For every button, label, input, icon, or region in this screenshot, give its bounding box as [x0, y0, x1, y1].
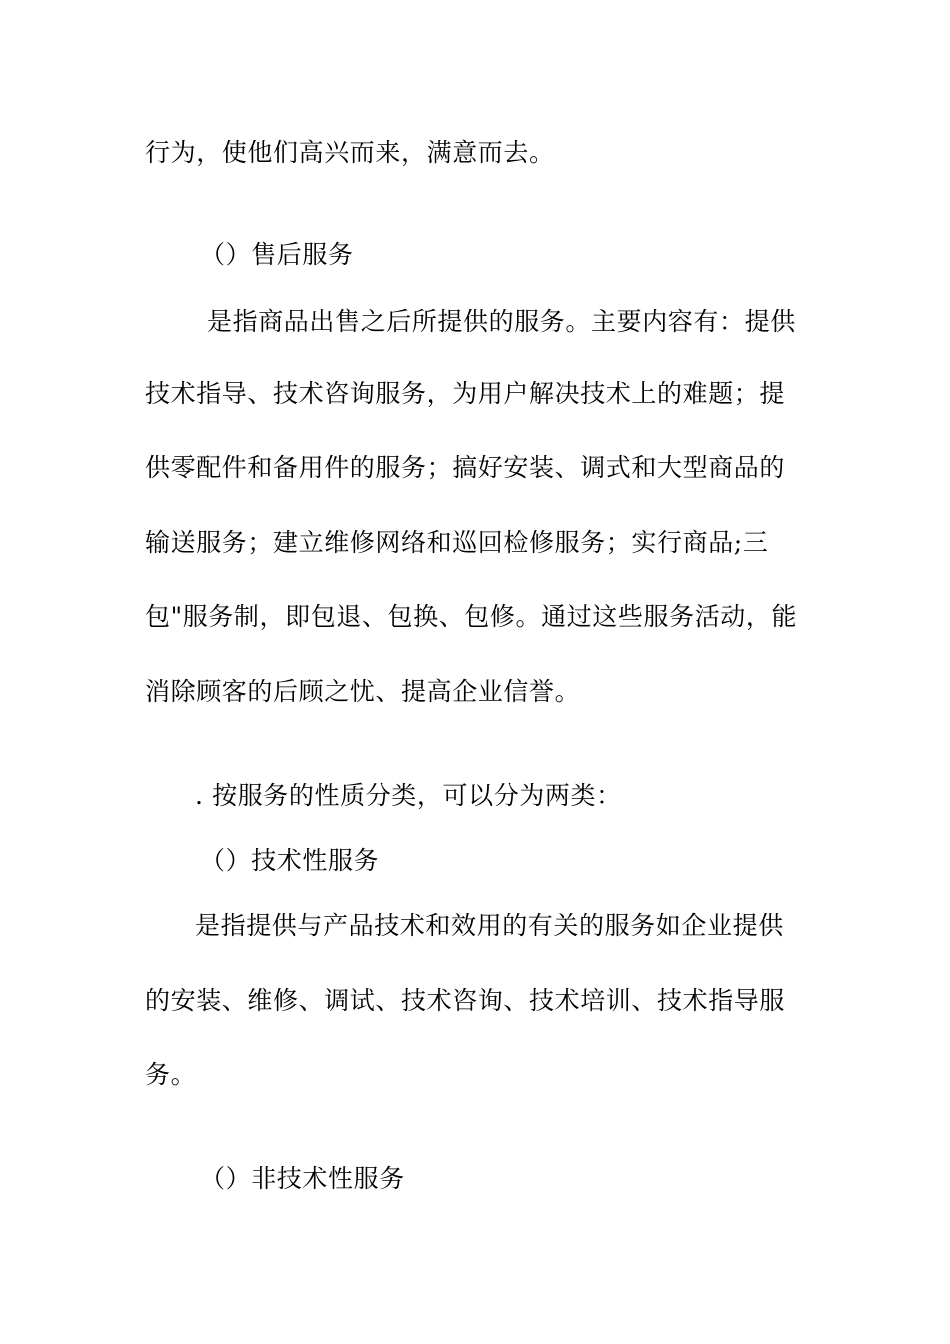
paragraph-line: 行为，使他们高兴而来，满意而去。 [145, 138, 555, 167]
section-heading-technical: （）技术性服务 [200, 846, 380, 875]
paragraph-line: 务。 [145, 1060, 197, 1089]
paragraph-line: 包"服务制，即包退、包换、包修。通过这些服务活动，能 [145, 602, 798, 631]
paragraph-line: 是指提供与产品技术和效用的有关的服务如企业提供 [195, 911, 784, 940]
paragraph-line: 是指商品出售之后所提供的服务。主要内容有：提供 [207, 307, 796, 336]
paragraph-line: 技术指导、技术咨询服务，为用户解决技术上的难题；提 [145, 379, 786, 408]
section-heading-after-sales: （）售后服务 [200, 240, 354, 269]
paragraph-line: 消除顾客的后顾之忧、提高企业信誉。 [145, 677, 581, 706]
paragraph-line: 输送服务；建立维修网络和巡回检修服务；实行商品;三 [145, 528, 769, 557]
paragraph-line: 供零配件和备用件的服务；搞好安装、调式和大型商品的 [145, 453, 786, 482]
section-heading-by-nature: . 按服务的性质分类，可以分为两类： [195, 781, 622, 810]
paragraph-line: 的安装、维修、调试、技术咨询、技术培训、技术指导服 [145, 986, 786, 1015]
section-heading-non-technical: （）非技术性服务 [200, 1164, 405, 1193]
